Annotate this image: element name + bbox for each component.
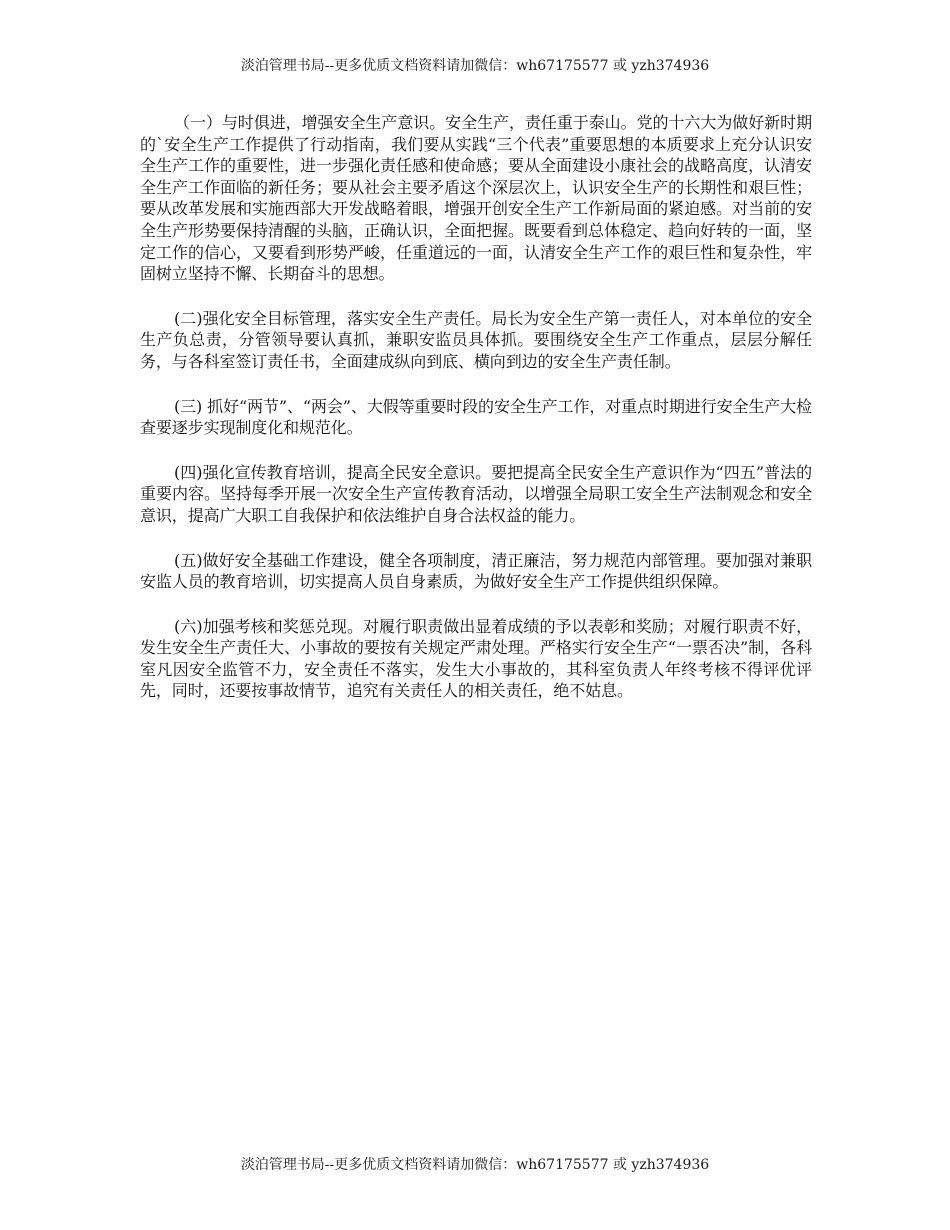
page-footer: 淡泊管理书局--更多优质文档资料请加微信：wh67175577 或 yzh374936 bbox=[240, 1157, 710, 1173]
paragraph-1: （一）与时俱进，增强安全生产意识。安全生产，责任重于泰山。党的十六大为做好新时期的`安全生产工作提供了行动指南，我们要从实践“三个代表”重要思想的本质要求上充分认识安全生产工作的重要性，进一步强化责任感和使命感；要从全面建设小康社会的战略高度，认清安全生产工作面临的新任务；要从社会主要矛盾这个深层次上，认识安全生产的长期性和艰巨性；要从改革发展和实施西部大开发战略着眼，增强开创安全生产工作新局面的紧迫感。对当前的安全生产形势要保持清醒的头脑，正确认识，全面把握。既要看到总体稳定、趋向好转的一面，坚定工作的信心，又要看到形势严峻，任重道远的一面，认清安全生产工作的艰巨性和复杂性，牢固树立坚持不懈、长期奋斗的思想。 bbox=[140, 113, 812, 284]
page-header: 淡泊管理书局--更多优质文档资料请加微信：wh67175577 或 yzh374936 bbox=[240, 58, 710, 74]
paragraph-6: (六)加强考核和奖惩兑现。对履行职责做出显着成绩的予以表彰和奖励；对履行职责不好，发生安全生产责任大、小事故的要按有关规定严肃处理。严格实行安全生产“一票否决”制，各科室凡因安全监管不力，安全责任不落实，发生大小事故的，其科室负责人年终考核不得评优评先，同时，还要按事故情节，追究有关责任人的相关责任，绝不姑息。 bbox=[140, 616, 812, 701]
paragraph-3: (三) 抓好“两节”、“两会”、大假等重要时段的安全生产工作，对重点时期进行安全生产大检查要逐步实现制度化和规范化。 bbox=[140, 396, 812, 438]
document-body bbox=[140, 112, 812, 725]
paragraph-5: (五)做好安全基础工作建设，健全各项制度，清正廉洁，努力规范内部管理。要加强对兼职安监人员的教育培训，切实提高人员自身素质，为做好安全生产工作提供组织保障。 bbox=[140, 550, 812, 592]
paragraph-4: (四)强化宣传教育培训，提高全民安全意识。要把提高全民安全生产意识作为“四五”普法的重要内容。坚持每季开展一次安全生产宣传教育活动，以增强全局职工安全生产法制观念和安全意识，提高广大职工自我保护和依法维护自身合法权益的能力。 bbox=[140, 462, 812, 525]
paragraph-2: (二)强化安全目标管理，落实安全生产责任。局长为安全生产第一责任人，对本单位的安全生产负总责，分管领导要认真抓，兼职安监员具体抓。要围绕安全生产工作重点，层层分解任务，与各科室签订责任书，全面建成纵向到底、横向到边的安全生产责任制。 bbox=[140, 308, 812, 371]
